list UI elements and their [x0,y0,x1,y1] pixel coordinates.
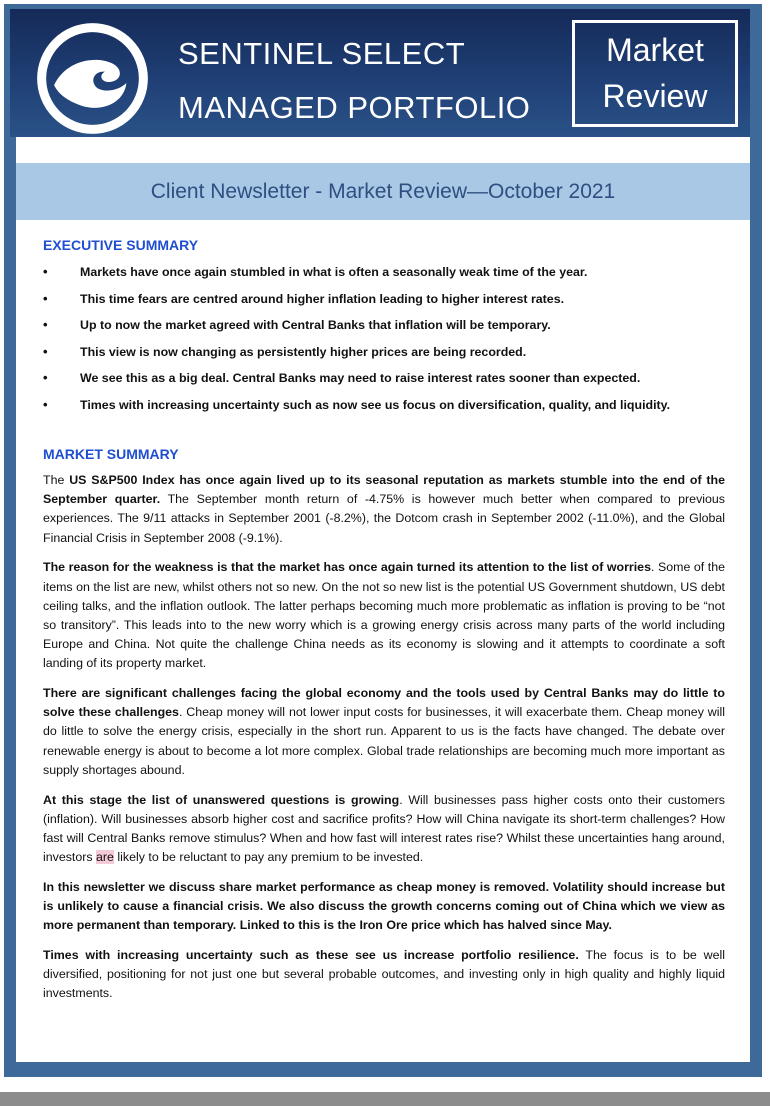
market-summary-heading: MARKET SUMMARY [43,446,179,462]
executive-summary-heading: EXECUTIVE SUMMARY [43,237,199,253]
list-item: • We see this as a big deal. Central Banks may need to raise interest rates sooner than expected. [43,370,733,397]
paragraph: At this stage the list of unanswered questions is growing. Will businesses pass higher costs onto their customers (inflation). Will businesses absorb higher cost and sacrifice profits? How will China navigate its short-term challenges? How fast will Central Banks remove stimulus? When and how fast will interest rates rise? Whilst these uncertainties hang around, investors are likely to be reluctant to pay any premium to be invested. [43,792,725,865]
list-item: • Times with increasing uncertainty such as now see us focus on diversification, quality, and liquidity. [43,397,733,424]
review-line-2: Review [602,78,708,114]
list-item: • This time fears are centred around higher inflation leading to higher interest rates. [43,291,733,318]
product-title [178,27,530,135]
bottom-strip [0,1092,770,1106]
paragraph: The reason for the weakness is that the market has once again turned its attention to the list of worries. Some of the items on the list are new, whilst others not so new. On the not so new list is the potential US Government shutdown, US debt ceiling talks, and the inflation outlook. The latter perhaps becoming much more problematic as inflation is proving to be “not so transitory”. This leads into to the new worry which is a growing energy crisis across many parts of the world including Europe and China. Not quite the challenge China needs as its economy is slowing and it attempts to coordinate a soft landing of its property market. [43,560,725,671]
review-line-1: Market [606,32,704,68]
list-item: • This view is now changing as persistently higher prices are being recorded. [43,344,733,371]
market-summary-body [43,471,725,1014]
document-page [16,137,750,1062]
paragraph: Times with increasing uncertainty such as these see us increase portfolio resilience. The focus is to be well diversified, positioning for not just one but several probable outcomes, and investing only in high quality and highly liquid investments. [43,947,725,1001]
list-item: • Up to now the market agreed with Central Banks that inflation will be temporary. [43,317,733,344]
paragraph: In this newsletter we discuss share market performance as cheap money is removed. Volatility should increase but is unlikely to cause a financial crisis. We also discuss the growth concerns coming out of China which we view as more permanent than temporary. Linked to this is the Iron Ore price which has halved since May. [43,879,725,933]
header [10,9,750,137]
title-line-1: SENTINEL SELECT [178,36,466,71]
sentinel-logo-icon [36,22,149,135]
list-item: • Markets have once again stumbled in what is often a seasonally weak time of the year. [43,264,733,291]
highlighted-word: are [96,850,114,865]
title-line-2: MANAGED PORTFOLIO [178,90,531,125]
market-review-box [572,20,738,127]
paragraph: The US S&P500 Index has once again lived up to its seasonal reputation as markets stumble into the end of the September quarter. The September month return of -4.75% is however much better when compared to previous experiences. The 9/11 attacks in September 2001 (-8.2%), the Dotcom crash in September 2002 (-11.0%), and the Global Financial Crisis in September 2008 (-9.1%). [43,473,725,545]
newsletter-banner: Client Newsletter - Market Review—October 2021 [16,163,750,220]
paragraph: There are significant challenges facing the global economy and the tools used by Central Banks may do little to solve these challenges. Cheap money will not lower input costs for businesses, it will exacerbate them. Cheap money will do little to solve the energy crisis, especially in the short run. Apparent to us is the facts have changed. The debate over renewable energy is about to become a lot more complex. Global trade relationships are becoming much more important as supply shortages abound. [43,686,726,777]
executive-summary-list [43,264,733,424]
